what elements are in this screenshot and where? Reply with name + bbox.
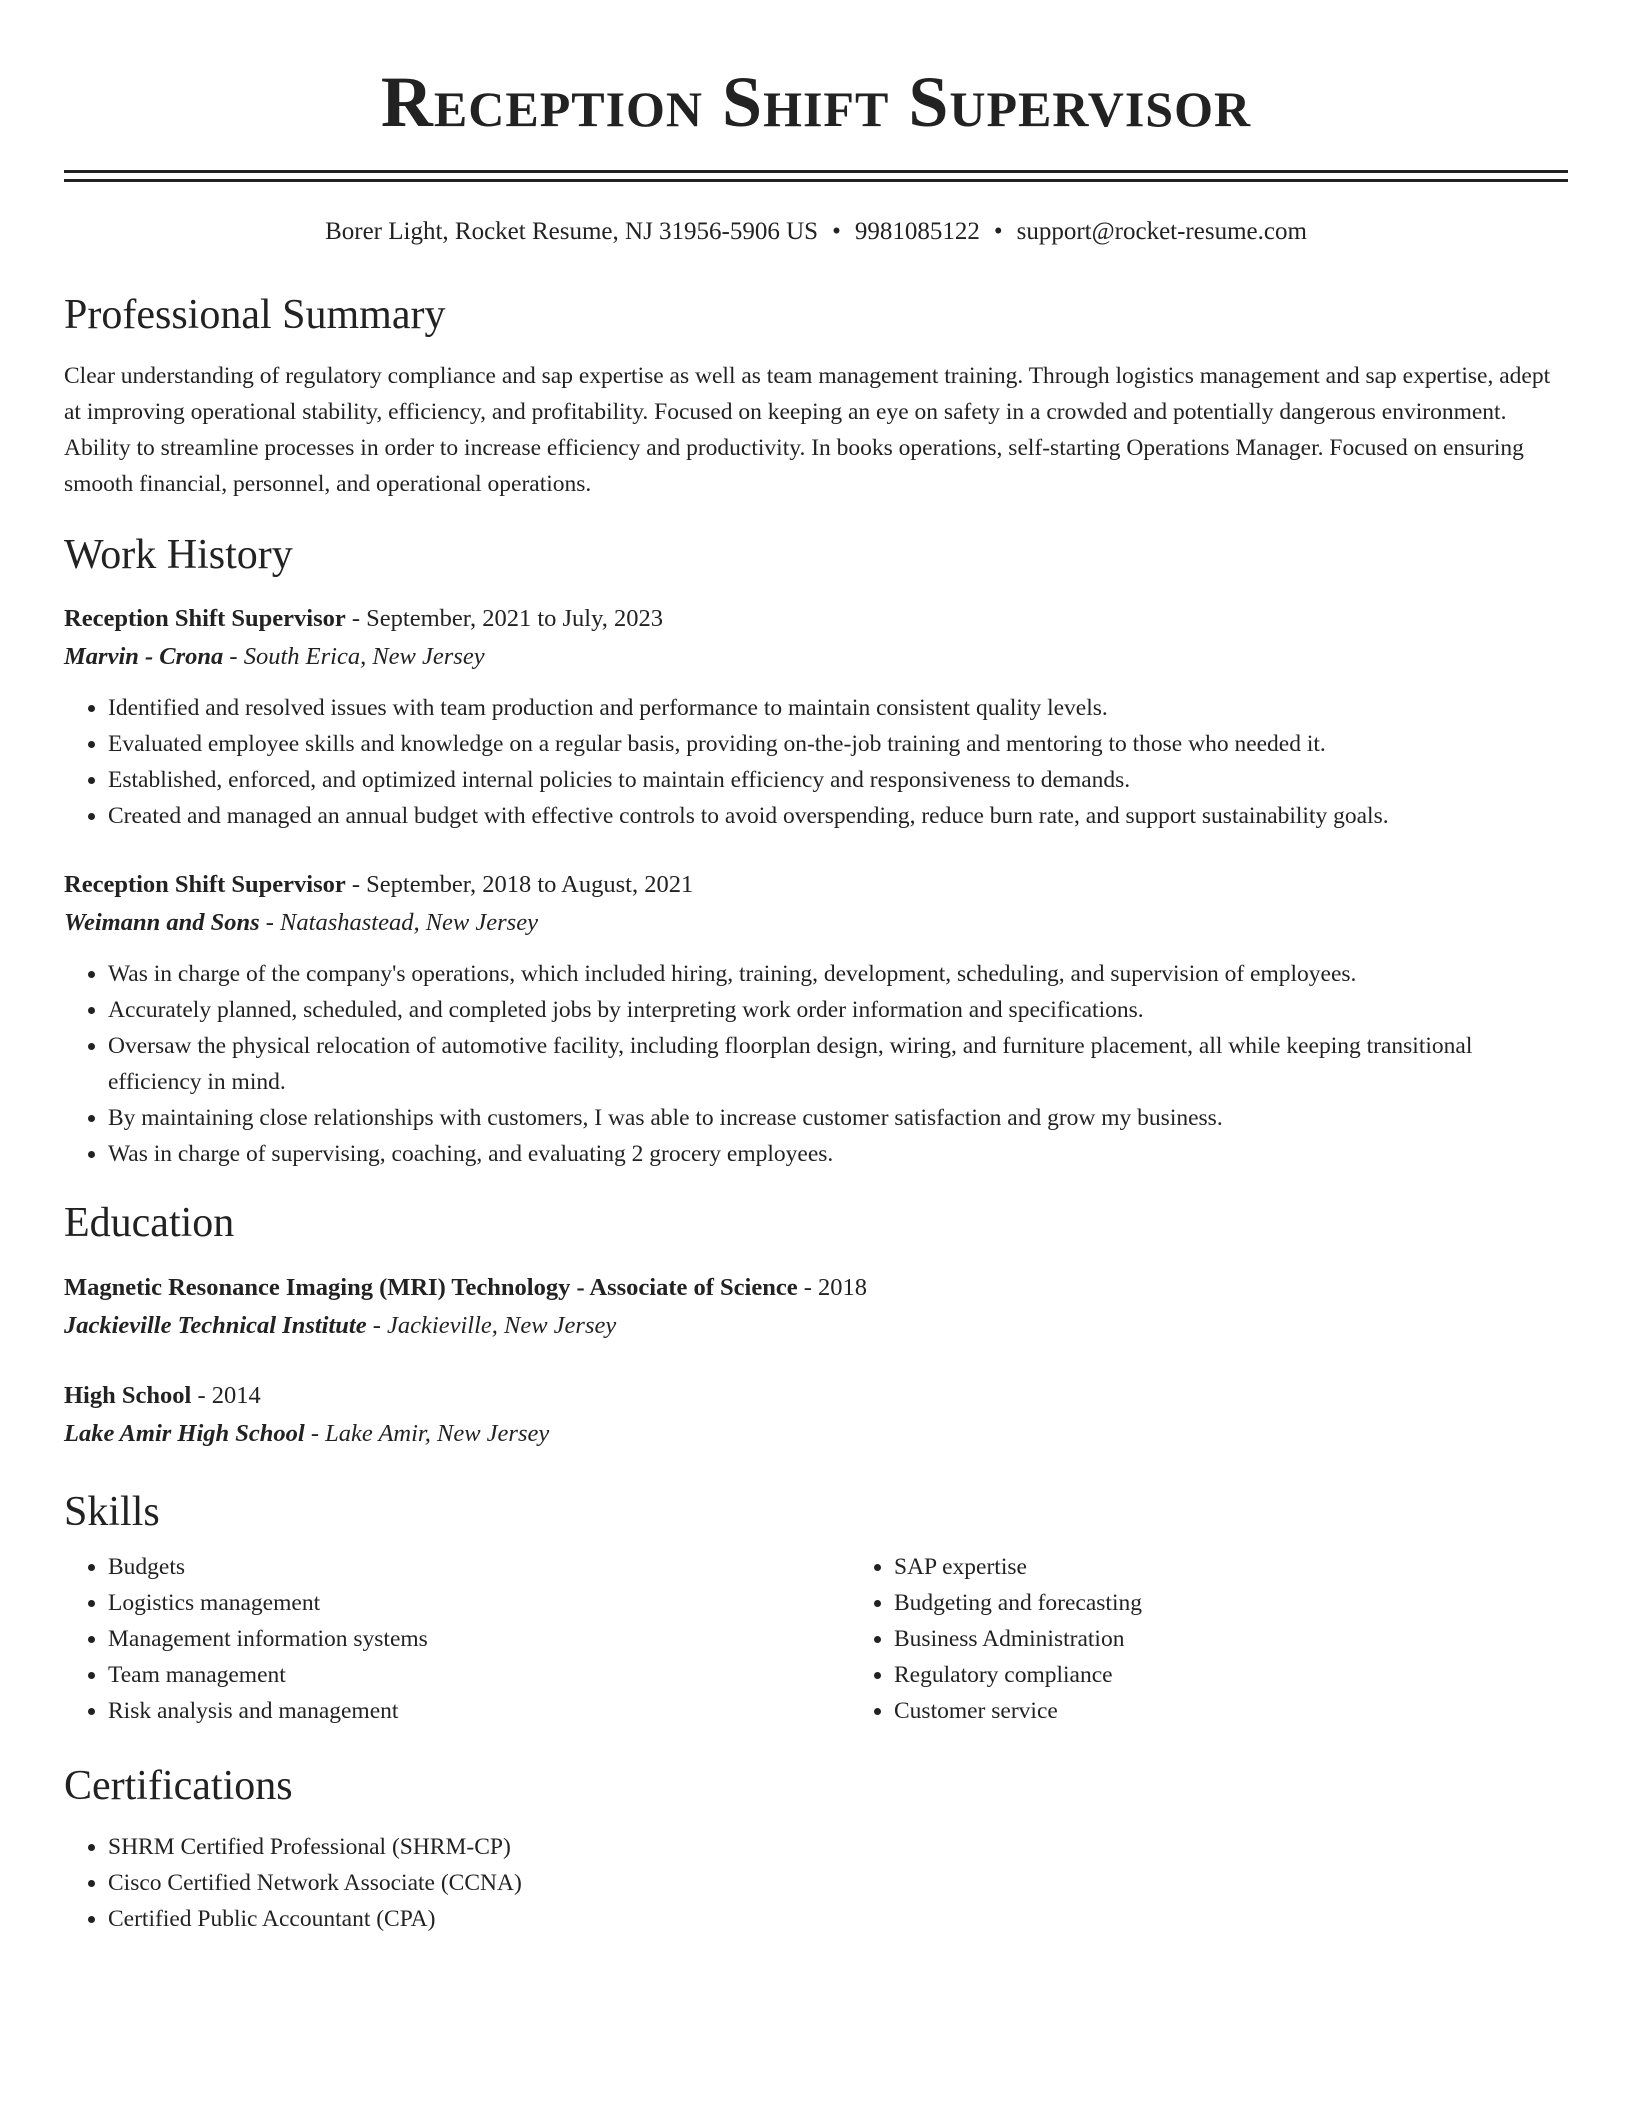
job-entry <box>64 600 1568 834</box>
divider-line-top <box>64 170 1568 173</box>
contact-info <box>64 218 1568 246</box>
education-school-line: Lake Amir High School - Lake Amir, New Jersey <box>64 1419 550 1447</box>
skills-columns <box>64 1549 1568 1729</box>
job-location: South Erica, New Jersey <box>243 643 485 671</box>
skills-list-right <box>850 1549 1632 1729</box>
divider-line-bottom <box>64 179 1568 182</box>
skill-item: • SAP expertise <box>894 1549 1632 1585</box>
education-school: Lake Amir High School <box>64 1419 305 1447</box>
job-bullet: • Oversaw the physical relocation of automotive facility, including floorplan design, wiring, and furniture placement, all while keeping transitional efficiency in mind. <box>108 1028 1568 1100</box>
skill-item: • Regulatory compliance <box>894 1657 1632 1693</box>
resume-name: Reception Shift Supervisor <box>380 62 1252 142</box>
skill-item: • Budgeting and forecasting <box>894 1585 1632 1621</box>
certifications-list <box>64 1829 1568 1937</box>
education-degree-line: High School - 2014 <box>64 1381 261 1409</box>
job-bullet: • Evaluated employee skills and knowledge on a regular basis, providing on-the-job training and mentoring to those who needed it. <box>108 726 1568 762</box>
education-school-line: Jackieville Technical Institute - Jackieville, New Jersey <box>64 1311 617 1339</box>
certification-item: • SHRM Certified Professional (SHRM-CP) <box>108 1829 1568 1865</box>
job-bullet: • Was in charge of supervising, coaching, and evaluating 2 grocery employees. <box>108 1136 1568 1172</box>
job-bullet: • By maintaining close relationships with customers, I was able to increase customer satisfaction and grow my business. <box>108 1100 1568 1136</box>
job-bullet: • Accurately planned, scheduled, and completed jobs by interpreting work order information and specifications. <box>108 992 1568 1028</box>
job-company-line: Marvin - Crona - South Erica, New Jersey <box>64 643 485 671</box>
certifications-section <box>64 1829 1568 1937</box>
skills-heading: Skills <box>64 1488 160 1535</box>
skill-item: • Customer service <box>894 1693 1632 1729</box>
skill-item: • Budgets <box>108 1549 850 1585</box>
job-dates: September, 2018 to August, 2021 <box>366 871 694 899</box>
job-bullets <box>64 690 1568 834</box>
contact-email: support@rocket-resume.com <box>1016 218 1307 245</box>
skill-item: • Team management <box>108 1657 850 1693</box>
job-title-line: Reception Shift Supervisor - September, 2021 to July, 2023 <box>64 605 664 633</box>
summary-heading: Professional Summary <box>64 292 446 338</box>
job-location: Natashastead, New Jersey <box>280 909 538 937</box>
education-degree-line: Magnetic Resonance Imaging (MRI) Technology - Associate of Science - 2018 <box>64 1273 867 1301</box>
certification-item: • Certified Public Accountant (CPA) <box>108 1901 1568 1937</box>
job-dates: September, 2021 to July, 2023 <box>366 605 664 633</box>
skill-item: • Management information systems <box>108 1621 850 1657</box>
header-divider <box>64 170 1568 182</box>
certification-item: • Cisco Certified Network Associate (CCNA) <box>108 1865 1568 1901</box>
education-heading: Education <box>64 1200 235 1247</box>
education-location: Jackieville, New Jersey <box>387 1311 617 1339</box>
job-bullet: • Created and managed an annual budget with effective controls to avoid overspending, reduce burn rate, and support sustainability goals. <box>108 798 1568 834</box>
skill-item: • Logistics management <box>108 1585 850 1621</box>
skill-item: • Business Administration <box>894 1621 1632 1657</box>
job-bullet: • Was in charge of the company's operations, which included hiring, training, development, scheduling, and supervision of employees. <box>108 956 1568 992</box>
job-company-line: Weimann and Sons - Natashastead, New Jersey <box>64 909 538 937</box>
job-bullet: • Established, enforced, and optimized internal policies to maintain efficiency and responsiveness to demands. <box>108 762 1568 798</box>
certifications-heading: Certifications <box>64 1762 293 1809</box>
education-year: 2018 <box>818 1273 867 1301</box>
job-entry <box>64 866 1568 1172</box>
job-company: Weimann and Sons <box>64 909 260 937</box>
contact-phone: 9981085122 <box>854 218 980 245</box>
education-degree: High School <box>64 1381 192 1409</box>
skills-list-left <box>64 1549 850 1729</box>
job-bullet: • Identified and resolved issues with team production and performance to maintain consistent quality levels. <box>108 690 1568 726</box>
job-title: Reception Shift Supervisor <box>64 871 346 899</box>
contact-address: Borer Light, Rocket Resume, NJ 31956-5906 US <box>325 218 819 245</box>
job-title-line: Reception Shift Supervisor - September, 2018 to August, 2021 <box>64 871 694 899</box>
job-title: Reception Shift Supervisor <box>64 605 346 633</box>
summary-text: Clear understanding of regulatory compliance and sap expertise as well as team management training. Through logistics management and sap expertise, adept at improving operational stability, efficiency, and profitability. Focused on keeping an eye on safety in a crowded and potentially dangerous environment. Ability to streamline processes in order to increase efficiency and productivity. In books operations, self-starting Operations Manager. Focused on ensuring smooth financial, personnel, and operational operations. <box>64 363 1551 498</box>
education-year: 2014 <box>211 1381 261 1409</box>
job-bullets <box>64 956 1568 1172</box>
education-degree: Magnetic Resonance Imaging (MRI) Technology - Associate of Science <box>64 1273 798 1301</box>
contact-separator: • <box>993 218 1003 245</box>
education-entry <box>64 1377 1568 1453</box>
contact-separator: • <box>832 218 841 245</box>
skill-item: • Risk analysis and management <box>108 1693 850 1729</box>
education-entry <box>64 1269 1568 1345</box>
job-company: Marvin - Crona <box>64 643 224 671</box>
work-history-heading: Work History <box>64 532 293 579</box>
education-school: Jackieville Technical Institute <box>64 1311 367 1339</box>
education-location: Lake Amir, New Jersey <box>325 1419 550 1447</box>
